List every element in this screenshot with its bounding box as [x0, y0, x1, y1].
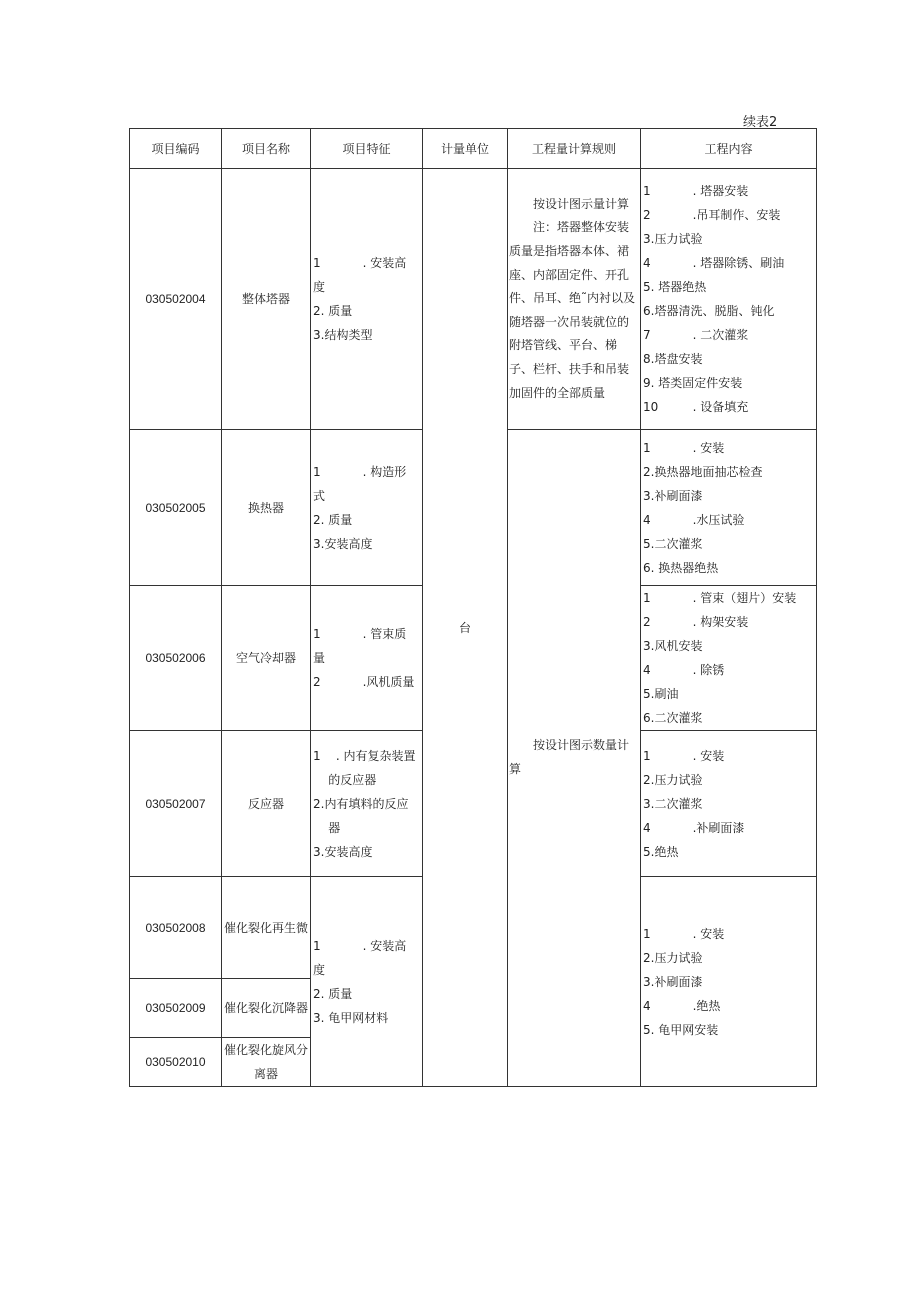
item-content: 1 . 安装 2.压力试验 3.二次灌浆 4 .补刷面漆 5.绝热 — [641, 731, 817, 877]
item-content: 1 . 安装 2.换热器地面抽芯检查 3.补刷面漆 4 .水压试验 5.二次灌浆 6. 换热器绝热 — [641, 430, 817, 586]
item-features: 1 . 安装高 度 2. 质量 3.结构类型 — [311, 169, 423, 430]
item-content: 1 . 安装 2.压力试验 3.补刷面漆 4 .绝热 5. 龟甲网安装 — [641, 877, 817, 1087]
calculation-rule: 按设计图示量计算 注：塔器整体安装 质量是指塔器本体、裙 座、内部固定件、开孔 件、吊耳、绝˜内衬以及 随塔器一次吊装就位的 附塔管线、平台、梯 子、栏杆、扶手和吊装 加固件的全部质量 — [508, 169, 641, 430]
item-code: 030502004 — [130, 169, 222, 430]
item-name: 催化裂化旋风分离器 — [222, 1038, 311, 1087]
calculation-rule: 按设计图示数量计 算 — [508, 430, 641, 1087]
table-caption: 续表2 — [743, 115, 778, 130]
item-name: 催化裂化沉降器 — [222, 979, 311, 1038]
header-content: 工程内容 — [641, 129, 817, 169]
item-name: 催化裂化再生微 — [222, 877, 311, 979]
item-features: 1 . 构造形 式 2. 质量 3.安装高度 — [311, 430, 423, 586]
measure-unit: 台 — [423, 169, 508, 1087]
item-content: 1 . 管束（翅片）安装 2 . 构架安装 3.风机安装 4 . 除锈 5.刷油 6.二次灌浆 — [641, 586, 817, 731]
item-code: 030502010 — [130, 1038, 222, 1087]
item-features: 1 . 安装高 度 2. 质量 3. 龟甲网材料 — [311, 877, 423, 1087]
header-code: 项目编码 — [130, 129, 222, 169]
item-content: 1 . 塔器安装 2 .吊耳制作、安装 3.压力试验 4 . 塔器除锈、刷油 5. 塔器绝热 6.塔器清洗、脱脂、钝化 7 . 二次灌浆 8.塔盘安装 9. 塔类固定件安装 10 . 设备填充 — [641, 169, 817, 430]
item-name: 空气冷却器 — [222, 586, 311, 731]
table-row — [130, 169, 817, 430]
item-name: 反应器 — [222, 731, 311, 877]
item-name: 整体塔器 — [222, 169, 311, 430]
item-features: 1 . 内有复杂装置 的反应器 2.内有填料的反应 器 3.安装高度 — [311, 731, 423, 877]
item-code: 030502005 — [130, 430, 222, 586]
header-name: 项目名称 — [222, 129, 311, 169]
header-features: 项目特征 — [311, 129, 423, 169]
header-rule: 工程量计算规则 — [508, 129, 641, 169]
header-row — [130, 129, 817, 169]
item-name: 换热器 — [222, 430, 311, 586]
quantity-table — [129, 128, 817, 1087]
item-code: 030502006 — [130, 586, 222, 731]
item-code: 030502008 — [130, 877, 222, 979]
item-code: 030502009 — [130, 979, 222, 1038]
header-unit: 计量单位 — [423, 129, 508, 169]
item-code: 030502007 — [130, 731, 222, 877]
item-features: 1 . 管束质 量 2 .风机质量 — [311, 586, 423, 731]
